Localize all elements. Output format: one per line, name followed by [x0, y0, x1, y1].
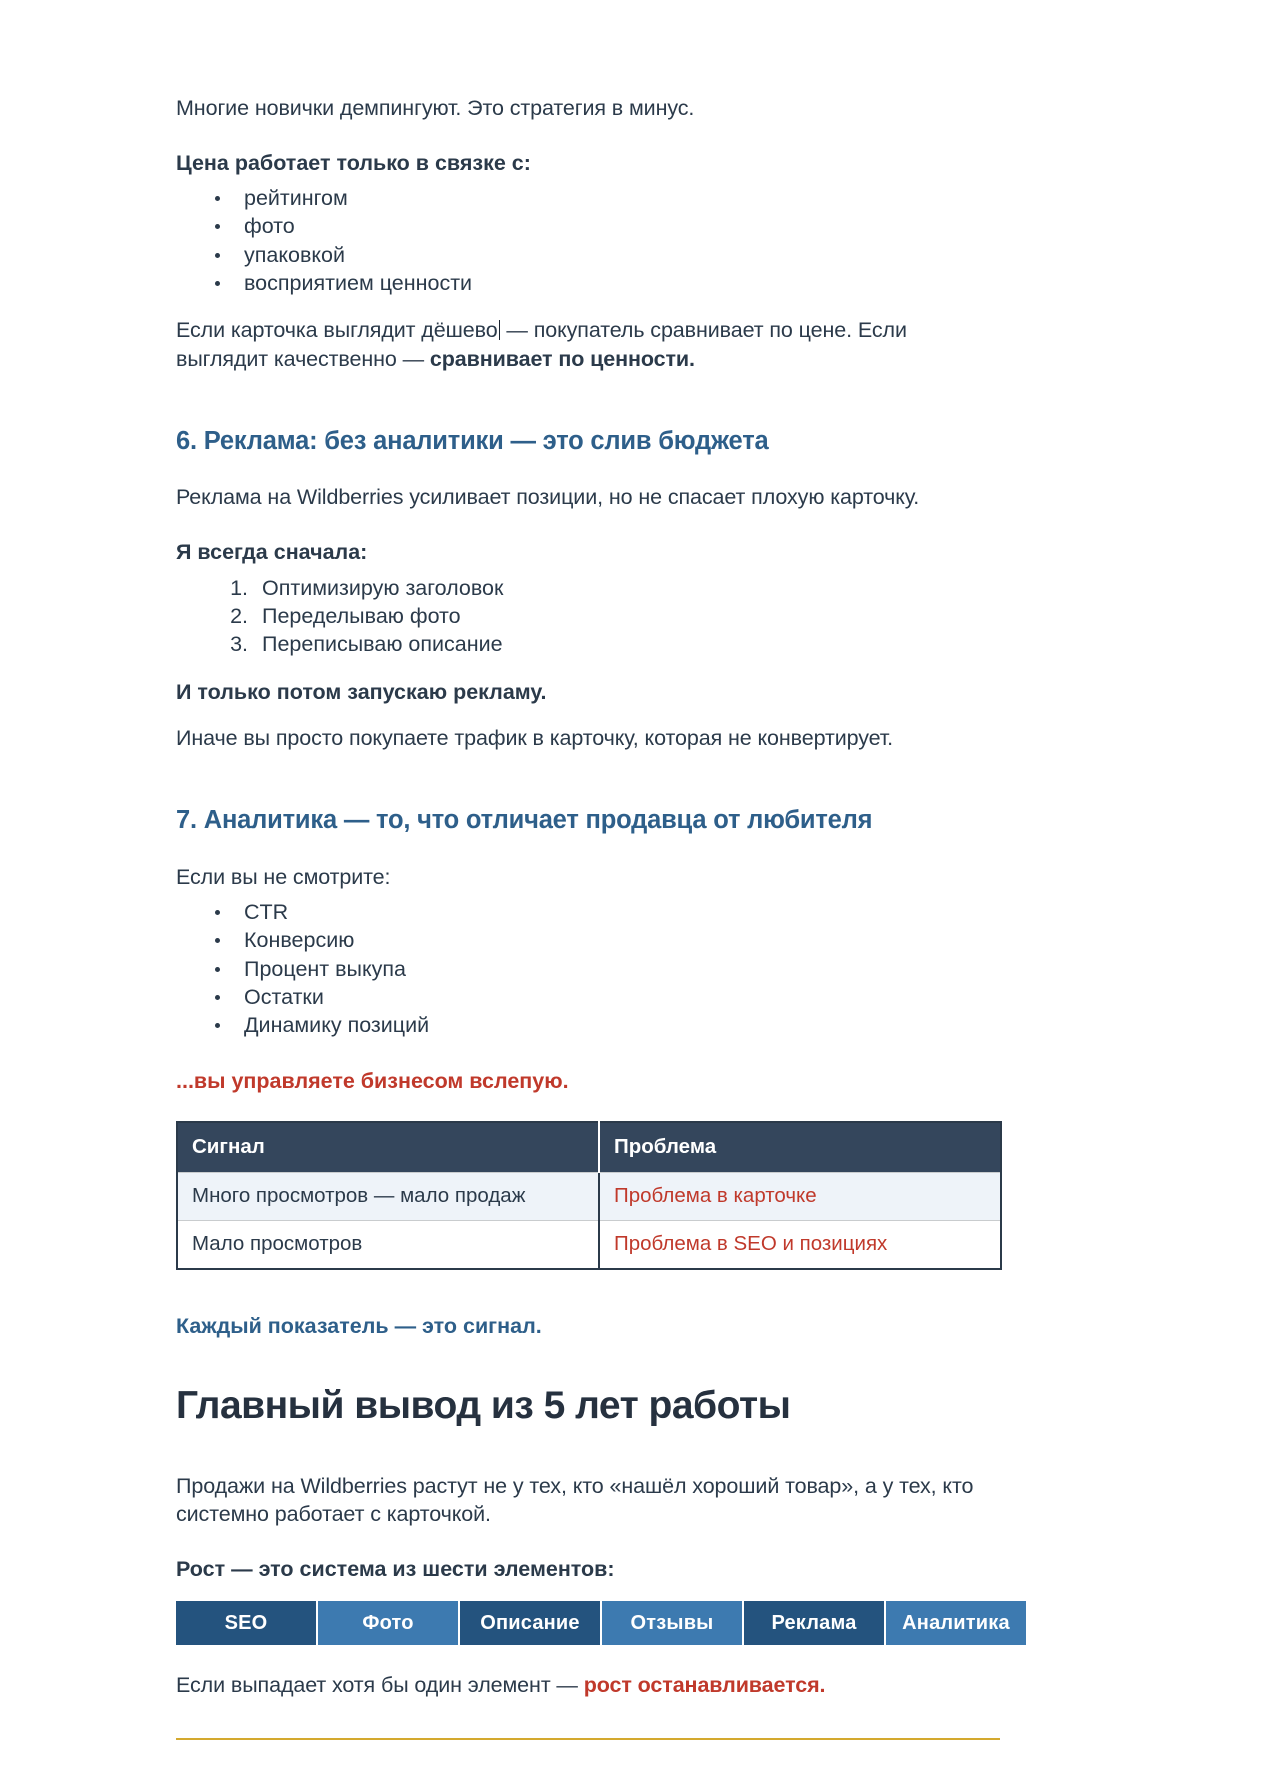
spacer — [176, 298, 1000, 316]
section-6-paragraph: Реклама на Wildberries усиливает позиции, но не спасает плохую карточку. — [176, 485, 920, 510]
analytics-lead: Если вы не смотрите: — [176, 864, 391, 889]
spacer — [176, 1645, 1000, 1671]
list-item: 3. Переписываю описание — [254, 631, 1000, 658]
spacer — [176, 1041, 1000, 1067]
final-statement-text: Если выпадает хотя бы один элемент — — [176, 1673, 584, 1698]
conclusion-paragraph: Продажи на Wildberries растут не у тех, кто «нашёл хороший товар», а у тех, кто системно работает с карточкой. — [176, 1473, 974, 1527]
price-lead: Цена работает только в связке с: — [176, 150, 531, 175]
table-cell-problem: Проблема в SEO и позициях — [599, 1221, 1001, 1270]
growth-element-analytics: Аналитика — [886, 1601, 1026, 1645]
growth-element-description: Описание — [460, 1601, 602, 1645]
spacer — [176, 706, 1000, 724]
spacer — [176, 660, 1000, 678]
list-item: 2. Переделываю фото — [254, 603, 1000, 630]
list-item: упаковкой — [212, 242, 1000, 269]
section-7-heading: 7. Аналитика — то, что отличает продавца от любителя — [176, 805, 873, 834]
list-item: Конверсию — [212, 927, 1000, 954]
growth-system-lead: Рост — это система из шести элементов: — [176, 1556, 615, 1581]
list-item: Динамику позиций — [212, 1012, 1000, 1039]
spacer — [176, 512, 1000, 538]
growth-element-reviews: Отзывы — [602, 1601, 744, 1645]
cheap-vs-quality-paragraph — [176, 316, 1000, 373]
conclusion-heading: Главный вывод из 5 лет работы — [176, 1383, 791, 1427]
spacer — [176, 123, 1000, 149]
table-header-row — [177, 1122, 1001, 1173]
spacer — [176, 457, 1000, 483]
section-6-warning: Иначе вы просто покупаете трафик в карточку, которая не конвертирует. — [176, 726, 894, 751]
spacer — [176, 1270, 1000, 1312]
always-first-lead: Я всегда сначала: — [176, 540, 368, 565]
spacer — [176, 753, 1000, 805]
list-item: 1. Оптимизирую заголовок — [254, 575, 1000, 602]
analytics-metrics-list — [176, 899, 1000, 1039]
growth-elements-bar — [176, 1601, 1026, 1645]
growth-element-photo: Фото — [318, 1601, 460, 1645]
always-first-steps — [176, 575, 1000, 659]
spacer — [176, 1583, 1000, 1601]
list-item: восприятием ценности — [212, 270, 1000, 297]
list-item: Процент выкупа — [212, 956, 1000, 983]
cheap-text-bold: сравнивает по ценности. — [429, 346, 695, 371]
spacer — [176, 1341, 1000, 1383]
spacer — [176, 837, 1000, 863]
table-cell-signal: Мало просмотров — [177, 1221, 599, 1270]
section-6-heading: 6. Реклама: без аналитики — это слив бюджета — [176, 426, 769, 455]
cheap-text-first: Если карточка выглядит дёшево — [176, 318, 498, 343]
table-cell-problem: Проблема в карточке — [599, 1173, 1001, 1221]
bottom-divider — [176, 1738, 1000, 1740]
list-item: рейтингом — [212, 185, 1000, 212]
section-6-conclusion: И только потом запускаю рекламу. — [176, 679, 547, 704]
list-item: CTR — [212, 899, 1000, 926]
intro-line: Многие новички демпингуют. Это стратегия в минус. — [176, 96, 695, 120]
list-item: Остатки — [212, 984, 1000, 1011]
growth-element-seo: SEO — [176, 1601, 318, 1645]
table-row — [177, 1173, 1001, 1221]
spacer — [176, 1095, 1000, 1121]
table-header-problem: Проблема — [599, 1122, 1001, 1173]
table-header-signal: Сигнал — [177, 1122, 599, 1173]
spacer — [176, 1529, 1000, 1555]
final-statement-emphasis: рост останавливается. — [583, 1673, 826, 1698]
text-caret — [499, 320, 500, 340]
blind-business-warning: ...вы управляете бизнесом вслепую. — [176, 1068, 569, 1093]
price-factor-list — [176, 185, 1000, 297]
list-item: фото — [212, 213, 1000, 240]
spacer — [176, 374, 1000, 426]
table-cell-signal: Много просмотров — мало продаж — [177, 1173, 599, 1221]
signal-problem-table — [176, 1121, 1002, 1270]
cheap-text-second: — покупатель сравнивает по цене. Если выглядит качественно — — [176, 318, 907, 371]
spacer — [176, 1430, 1000, 1472]
final-statement — [176, 1671, 1000, 1700]
signal-note: Каждый показатель — это сигнал. — [176, 1314, 542, 1339]
growth-element-advertising: Реклама — [744, 1601, 886, 1645]
table-row — [177, 1221, 1001, 1270]
